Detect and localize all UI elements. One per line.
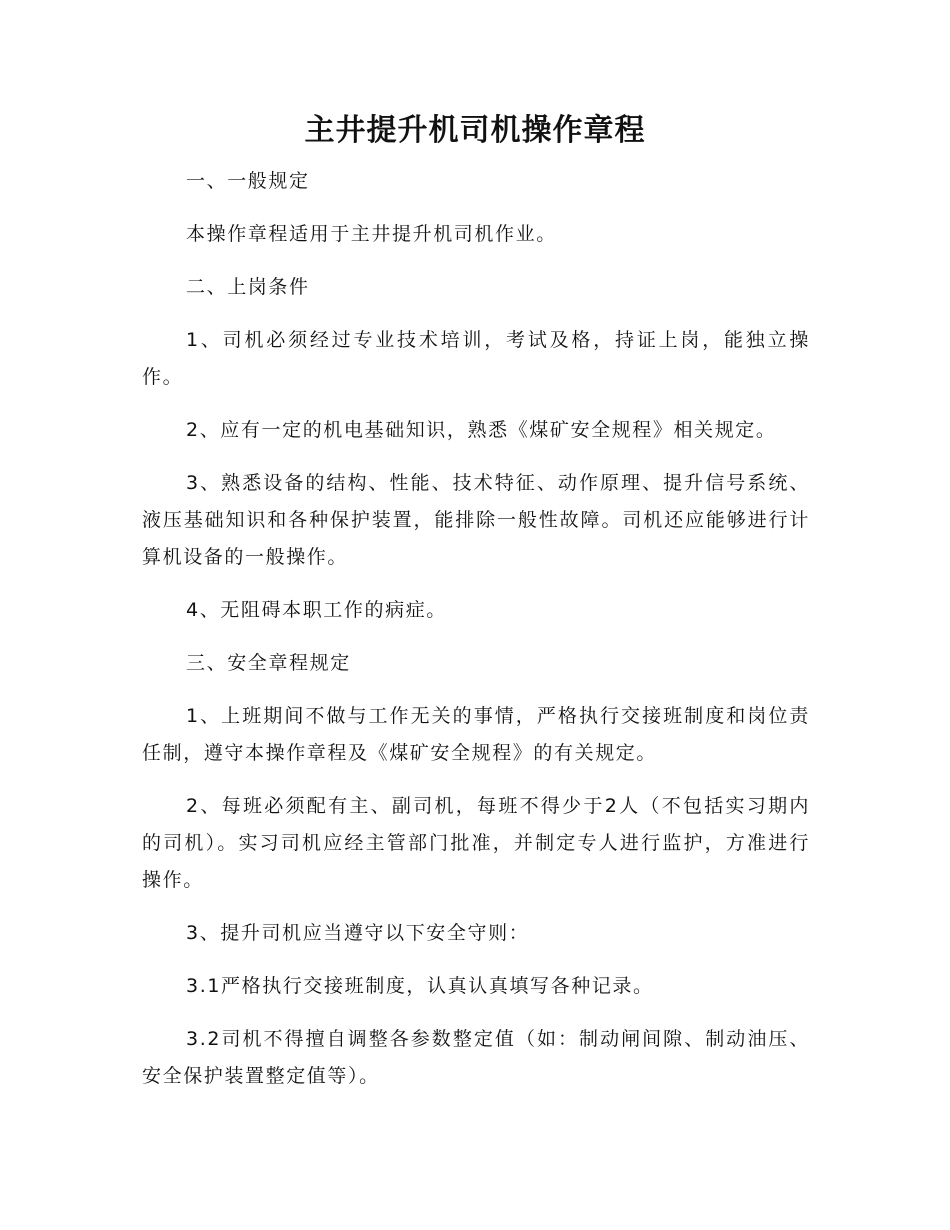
paragraph: 2、应有一定的机电基础知识，熟悉《煤矿安全规程》相关规定。 [186, 419, 777, 441]
paragraph: 3、提升司机应当遵守以下安全守则： [186, 922, 530, 944]
paragraph: 3.1严格执行交接班制度，认真认真填写各种记录。 [186, 975, 654, 997]
section-heading: 三、安全章程规定 [186, 652, 351, 674]
document-title: 主井提升机司机操作章程 [304, 113, 646, 148]
section-heading: 一、一般规定 [186, 170, 310, 192]
paragraph: 1、上班期间不做与工作无关的事情，严格执行交接班制度和岗位责任制，遵守本操作章程及《煤矿安全规程》的有关规定。 [142, 705, 810, 764]
paragraph: 3、熟悉设备的结构、性能、技术特征、动作原理、提升信号系统、液压基础知识和各种保护装置，能排除一般性故障。司机还应能够进行计算机设备的一般操作。 [142, 472, 810, 568]
section-heading: 二、上岗条件 [186, 276, 310, 298]
paragraph: 1、司机必须经过专业技术培训，考试及格，持证上岗，能独立操作。 [142, 329, 810, 388]
document-body [142, 163, 810, 1111]
paragraph: 2、每班必须配有主、副司机，每班不得少于2人（不包括实习期内的司机）。实习司机应经主管部门批准，并制定专人进行监护，方准进行操作。 [142, 795, 810, 891]
paragraph: 4、无阻碍本职工作的病症。 [186, 599, 447, 621]
paragraph: 3.2司机不得擅自调整各参数整定值（如：制动闸间隙、制动油压、安全保护装置整定值等）。 [142, 1028, 810, 1087]
paragraph: 本操作章程适用于主井提升机司机作业。 [186, 223, 557, 245]
